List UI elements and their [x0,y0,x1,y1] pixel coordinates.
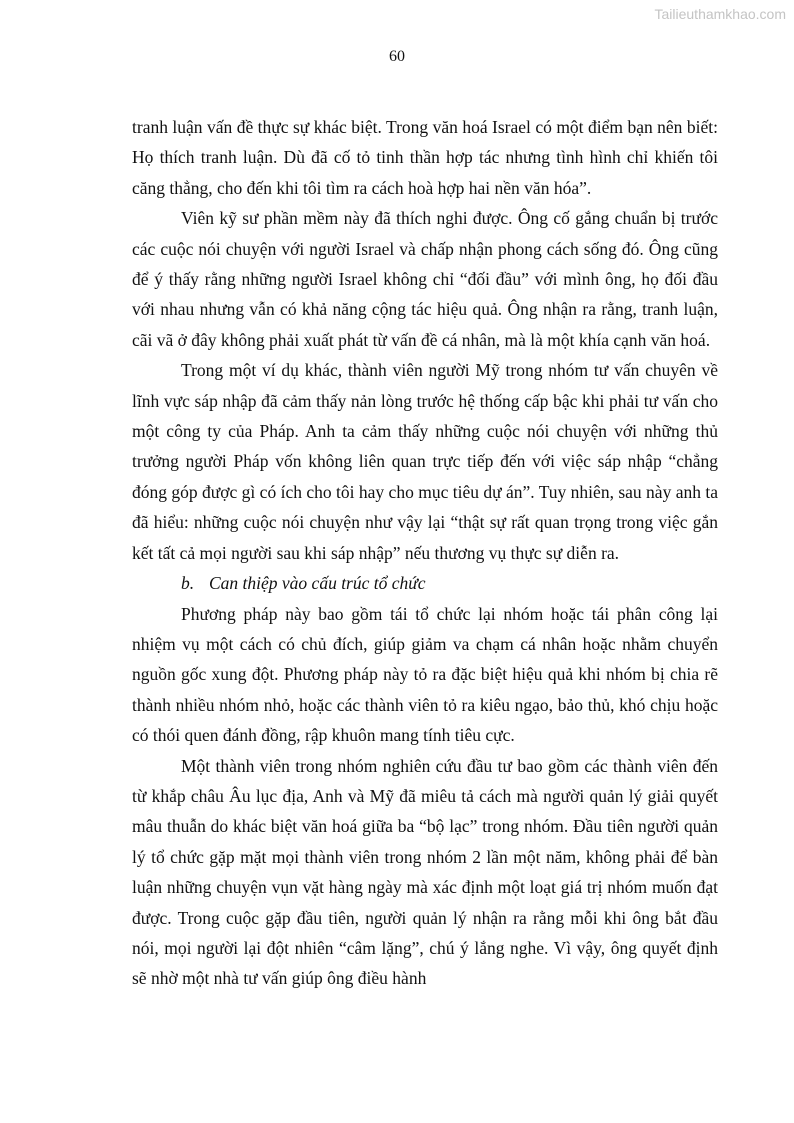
watermark: Tailieuthamkhao.com [654,6,786,22]
paragraph: Trong một ví dụ khác, thành viên người Mỹ trong nhóm tư vấn chuyên về lĩnh vực sáp nhập đã cảm thấy nản lòng trước hệ thống cấp bậc khi phải tư vấn cho một công ty của Pháp. Anh ta cảm thấy những cuộc nói chuyện với những thủ trưởng người Pháp vốn không liên quan trực tiếp đến với việc sáp nhập “chẳng đóng góp được gì có ích cho tôi hay cho mục tiêu dự án”. Tuy nhiên, sau này anh ta đã hiểu: những cuộc nói chuyện như vậy lại “thật sự rất quan trọng trong việc gắn kết tất cả mọi người sau khi sáp nhập” nếu thương vụ thực sự diễn ra. [132,360,718,563]
paragraph-continuation: tranh luận vấn đề thực sự khác biệt. Trong văn hoá Israel có một điểm bạn nên biết: Họ thích tranh luận. Dù đã cố tỏ tinh thần hợp tác nhưng tình hình chỉ khiến tôi căng thẳng, cho đến khi tôi tìm ra cách hoà hợp hai nền văn hóa”. [132,117,718,198]
paragraph: Phương pháp này bao gồm tái tổ chức lại nhóm hoặc tái phân công lại nhiệm vụ một cách có chủ đích, giúp giảm va chạm cá nhân hoặc nhằm chuyển nguồn gốc xung đột. Phương pháp này tỏ ra đặc biệt hiệu quả khi nhóm bị chia rẽ thành nhiều nhóm nhỏ, hoặc các thành viên tỏ ra kiêu ngạo, bảo thủ, khó chịu hoặc có thói quen đánh đồng, rập khuôn mang tính tiêu cực. [132,603,718,746]
section-marker: b. [181,573,195,594]
paragraph: Một thành viên trong nhóm nghiên cứu đầu tư bao gồm các thành viên đến từ khắp châu Âu lục địa, Anh và Mỹ đã miêu tả cách mà người quản lý giải quyết mâu thuẫn do khác biệt văn hoá giữa ba “bộ lạc” trong nhóm. Đầu tiên người quản lý tổ chức gặp mặt mọi thành viên trong nhóm 2 lần một năm, không phải để bàn luận những chuyện vụn vặt hàng ngày mà xác định một loạt giá trị nhóm muốn đạt được. Trong cuộc gặp đầu tiên, người quản lý nhận ra rằng mỗi khi ông bắt đầu nói, mọi người lại đột nhiên “câm lặng”, chú ý lắng nghe. Vì vậy, ông quyết định sẽ nhờ một nhà tư vấn giúp ông điều hành [132,755,718,989]
section-heading [132,568,718,598]
page-number: 60 [389,48,405,65]
section-title: Can thiệp vào cấu trúc tổ chức [209,573,426,594]
paragraph: Viên kỹ sư phần mềm này đã thích nghi được. Ông cố gắng chuẩn bị trước các cuộc nói chuyện với người Israel và chấp nhận phong cách sống đó. Ông cũng để ý thấy rằng những người Israel không chỉ “đối đầu” với mình ông, họ đối đầu với nhau nhưng vẫn có khả năng cộng tác hiệu quả. Ông nhận ra rằng, tranh luận, cãi vã ở đây không phải xuất phát từ vấn đề cá nhân, mà là một khía cạnh văn hoá. [132,208,718,350]
document-body [132,112,718,994]
